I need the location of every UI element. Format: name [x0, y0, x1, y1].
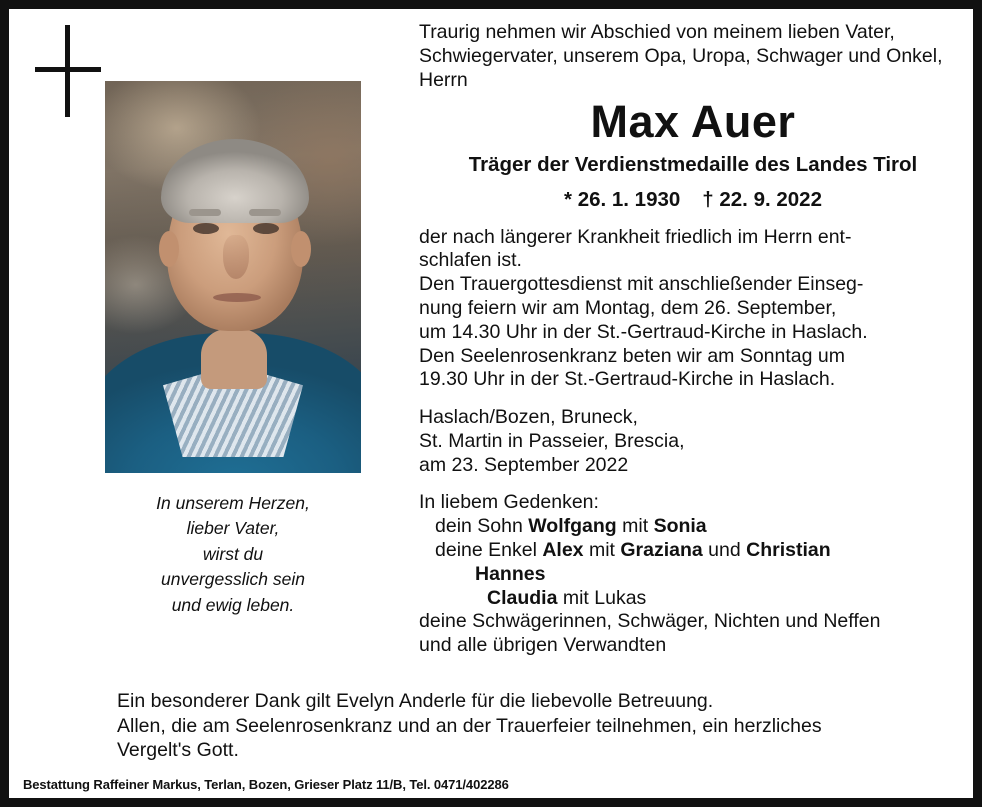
- memory-line: deine Schwägerinnen, Schwäger, Nichten und Neffen: [419, 610, 881, 633]
- portrait-nose: [223, 235, 249, 279]
- text-line: St. Martin in Passeier, Brescia,: [419, 429, 685, 452]
- death-date: † 22. 9. 2022: [702, 187, 822, 211]
- text-line: nung feiern wir am Montag, dem 26. September,: [419, 296, 837, 319]
- portrait-brow-left: [189, 209, 221, 216]
- portrait-ear-left: [159, 231, 179, 267]
- epitaph-text: In unserem Herzen, lieber Vater, wirst du unvergesslich sein und ewig leben.: [156, 493, 310, 615]
- portrait-eye-left: [193, 223, 219, 234]
- deceased-name: Max Auer: [590, 96, 796, 148]
- memory-line: Hannes: [475, 562, 546, 585]
- notice-inner: [9, 9, 973, 798]
- memory-line: Claudia mit Lukas: [487, 586, 647, 609]
- text-line: Haslach/Bozen, Bruneck,: [419, 406, 638, 429]
- funeral-home-imprint: Bestattung Raffeiner Markus, Terlan, Bozen, Grieser Platz 11/B, Tel. 0471/402286: [23, 777, 509, 792]
- text-line: 19.30 Uhr in der St.-Gertraud-Kirche in Haslach.: [419, 368, 836, 391]
- memory-list: [419, 515, 967, 658]
- text-line: schlafen ist.: [419, 249, 522, 272]
- cross-icon: [35, 25, 101, 117]
- text-line: Den Trauergottesdienst mit anschließender Einseg-: [419, 273, 864, 296]
- life-dates: [419, 187, 967, 212]
- closing-text: [117, 689, 973, 763]
- portrait-eye-right: [253, 223, 279, 234]
- memory-line: deine Enkel Alex mit Graziana und Christian: [435, 538, 831, 561]
- portrait-brow-right: [249, 209, 281, 216]
- left-column: [105, 81, 385, 618]
- text-line: Den Seelenrosenkranz beten wir am Sonntag um: [419, 344, 845, 367]
- portrait-ear-right: [291, 231, 311, 267]
- text-line: am 23. September 2022: [419, 453, 629, 476]
- memory-line: und alle übrigen Verwandten: [419, 634, 667, 657]
- text-line: Vergelt's Gott.: [117, 739, 239, 762]
- portrait-photo: [105, 81, 361, 473]
- text-line: Ein besonderer Dank gilt Evelyn Anderle für die liebevolle Betreuung.: [117, 690, 714, 712]
- intro-text: Traurig nehmen wir Abschied von meinem lieben Vater, Schwiegervater, unserem Opa, Uropa, Schwager und Onkel, Herrn: [419, 21, 943, 91]
- right-column: [419, 21, 967, 658]
- text-line: der nach längerer Krankheit friedlich im Herrn ent-: [419, 225, 852, 248]
- cross-horizontal-bar: [35, 67, 101, 72]
- text-line: Allen, die am Seelenrosenkranz und an der Trauerfeier teilnehmen, ein herzliches: [117, 714, 822, 737]
- honour-text: Träger der Verdienstmedaille des Landes Tirol: [468, 152, 918, 176]
- places-and-date: [419, 406, 967, 477]
- service-details: [419, 226, 967, 392]
- birth-date: * 26. 1. 1930: [564, 187, 681, 211]
- memory-heading: In liebem Gedenken:: [419, 491, 599, 514]
- portrait-mouth: [213, 293, 261, 302]
- memory-line: dein Sohn Wolfgang mit Sonia: [435, 515, 707, 538]
- text-line: um 14.30 Uhr in der St.-Gertraud-Kirche in Haslach.: [419, 320, 868, 343]
- portrait-neck: [201, 329, 267, 389]
